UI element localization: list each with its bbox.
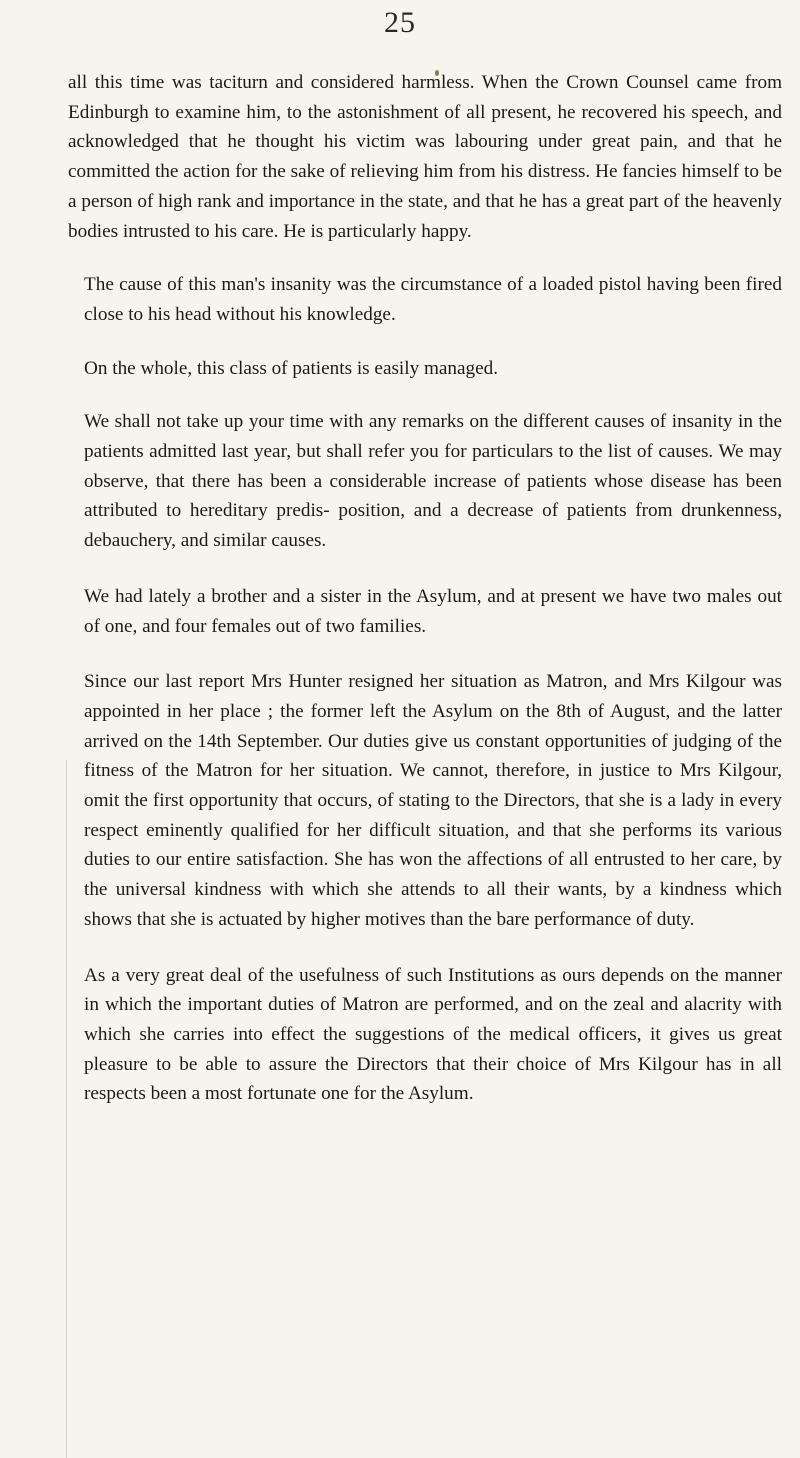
body-text [68, 68, 782, 1109]
paragraph-6: Since our last report Mrs Hunter resigned her situation as Matron, and Mrs Kilgour was appointed in her place ; the former left the Asylum on the 8th of August, and the latter arrived on the 14th September. Our duties give us constant opportunities of judging of the fitness of the Matron for her situation. We cannot, therefore, in justice to Mrs Kilgour, omit the first opportunity that occurs, of stating to the Directors, that she is a lady in every respect eminently qualified for her difficult situation, and that she performs its various duties to our entire satisfaction. She has won the affections of all entrusted to her care, by the universal kindness with which she attends to all their wants, by a kindness which shows that she is actuated by higher motives than the bare performance of duty. [84, 671, 782, 930]
paragraph-7: As a very great deal of the usefulness of such Institutions as ours depends on the manner in which the important duties of Matron are performed, and on the zeal and alacrity with which she carries into effect the suggestions of the medical officers, it gives us great pleasure to be able to assure the Directors that their choice of Mrs Kilgour has in all respects been a most fortunate one for the Asylum. [84, 964, 782, 1105]
paragraph-5: We had lately a brother and a sister in the Asylum, and at present we have two males out of one, and four females out of two families. [84, 585, 782, 637]
paragraph-3: On the whole, this class of patients is easily managed. [84, 357, 499, 379]
paragraph-4: We shall not take up your time with any remarks on the different causes of insanity in the patients admitted last year, but shall refer you for particulars to the list of causes. We may observe, that there has been a considerable increase of patients whose disease has been attributed to hereditary predis- position, and a decrease of patients from drunkenness, debauchery, and similar causes. [84, 411, 782, 552]
binding-edge [66, 760, 67, 1458]
page-number: 25 [384, 6, 416, 39]
paragraph-2: The cause of this man's insanity was the circumstance of a loaded pistol having been fired close to his head without his knowledge. [84, 274, 782, 325]
paragraph-1: all this time was taciturn and considered harmless. When the Crown Counsel came from Edinburgh to examine him, to the astonishment of all present, he recovered his speech, and acknowledged that he thought his victim was labouring under great pain, and that he committed the action for the sake of relieving him from his distress. He fancies himself to be a person of high rank and importance in the state, and that he has a great part of the heavenly bodies intrusted to his care. He is particularly happy. [68, 72, 782, 242]
